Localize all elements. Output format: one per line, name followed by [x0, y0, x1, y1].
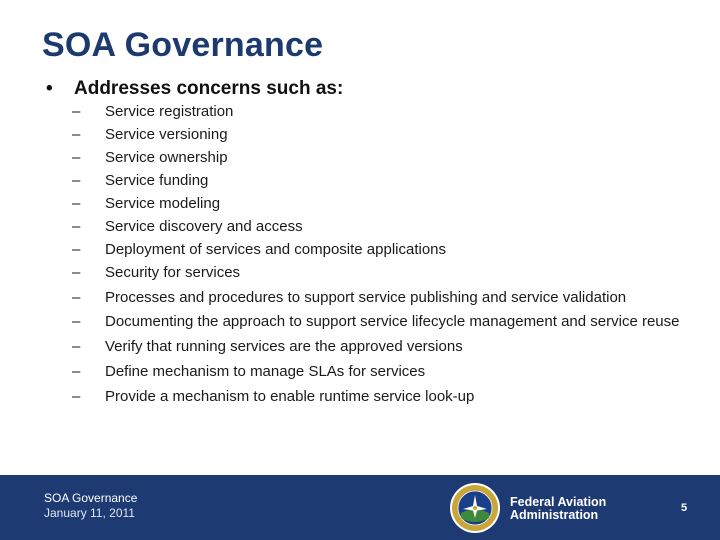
sub-item-text: Security for services	[105, 264, 241, 281]
footer-info	[44, 491, 137, 521]
agency-line-2: Administration	[510, 508, 599, 522]
slide-title: SOA Governance	[42, 26, 324, 64]
dash-marker: –	[72, 264, 81, 281]
page-number: 5	[681, 502, 688, 514]
dash-marker: –	[72, 313, 81, 330]
sub-item-service-registration	[72, 100, 692, 123]
faa-seal-icon	[449, 482, 501, 534]
sub-item-verify	[72, 335, 692, 358]
dash-marker: –	[72, 289, 81, 306]
bullet-marker: •	[46, 78, 53, 99]
sub-item-service-versioning	[72, 123, 692, 146]
main-bullet-text: Addresses concerns such as:	[74, 78, 344, 99]
dash-marker: –	[72, 195, 81, 212]
sub-item-text: Define mechanism to manage SLAs for services	[105, 363, 426, 380]
sub-item-processes	[72, 286, 692, 309]
footer-date: January 11, 2011	[44, 506, 135, 520]
sub-item-define-slas	[72, 360, 692, 383]
dash-marker: –	[72, 103, 81, 120]
agency-line-1: Federal Aviation	[510, 495, 607, 509]
dash-marker: –	[72, 241, 81, 258]
dash-marker: –	[72, 172, 81, 189]
sub-item-text: Verify that running services are the approved versions	[105, 338, 463, 355]
dash-marker: –	[72, 363, 81, 380]
sub-item-service-modeling	[72, 192, 692, 215]
sub-item-text: Documenting the approach to support service lifecycle management and service reuse	[105, 313, 680, 330]
dash-marker: –	[72, 338, 81, 355]
sub-item-text: Service modeling	[105, 195, 221, 212]
sub-item-text: Provide a mechanism to enable runtime service look-up	[105, 388, 475, 405]
sub-item-text: Service ownership	[105, 149, 228, 166]
footer-title: SOA Governance	[44, 491, 138, 505]
dash-marker: –	[72, 126, 81, 143]
sub-bullet-list	[72, 100, 692, 408]
footer-bar	[0, 475, 720, 540]
agency-name	[510, 496, 606, 522]
main-bullet	[46, 78, 343, 100]
dash-marker: –	[72, 149, 81, 166]
sub-item-text: Service registration	[105, 103, 234, 120]
sub-item-service-discovery	[72, 215, 692, 238]
sub-item-security	[72, 261, 692, 284]
sub-item-service-funding	[72, 169, 692, 192]
sub-item-documenting	[72, 311, 692, 333]
dash-marker: –	[72, 388, 81, 405]
sub-item-text: Processes and procedures to support service publishing and service validation	[105, 289, 627, 306]
sub-item-deployment	[72, 238, 692, 261]
sub-item-text: Service versioning	[105, 126, 228, 143]
sub-item-text: Service funding	[105, 172, 209, 189]
sub-item-text: Service discovery and access	[105, 218, 303, 235]
sub-item-service-ownership	[72, 146, 692, 169]
sub-item-text: Deployment of services and composite applications	[105, 241, 447, 258]
dash-marker: –	[72, 218, 81, 235]
sub-item-runtime-lookup	[72, 385, 692, 408]
